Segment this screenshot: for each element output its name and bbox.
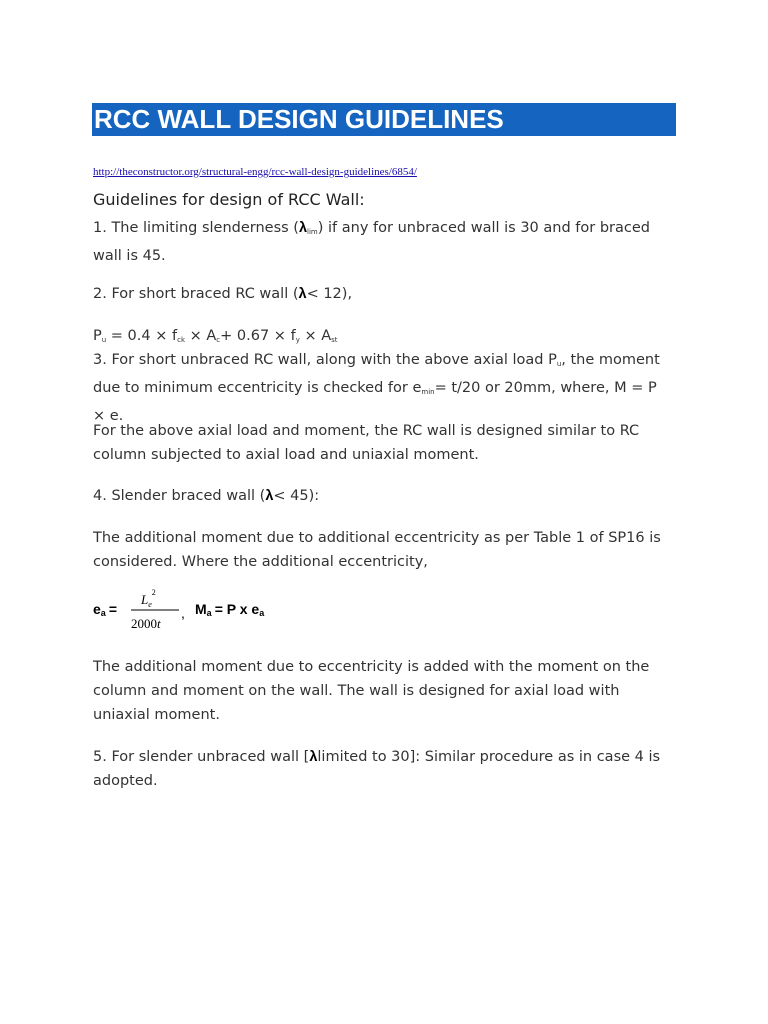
text: 1. The limiting slenderness ( <box>93 220 299 236</box>
paragraph-short-braced <box>93 282 673 306</box>
subscript: c <box>216 336 221 344</box>
text: = 0.4 × f <box>106 328 178 344</box>
formula-comma: , <box>181 605 185 621</box>
text: 4. Slender braced wall ( <box>93 488 266 504</box>
formula-ea: ea = <box>93 601 117 618</box>
paragraph-axial-moment: For the above axial load and moment, the RC wall is designed similar to RC column subjected to axial load and uniaxial moment. <box>93 423 640 463</box>
subscript: y <box>295 336 300 344</box>
title-banner <box>92 103 676 136</box>
source-link[interactable]: http://theconstructor.org/structural-engg/rcc-wall-design-guidelines/6854/ <box>93 166 417 178</box>
formula-numerator: $L_e^2$ <box>141 588 156 609</box>
text: limited to 30]: Similar procedure as in case 4 is adopted. <box>93 749 661 789</box>
subscript: st <box>331 336 338 344</box>
formula-denominator: 2000t <box>131 616 161 631</box>
text: 5. For slender unbraced wall [ <box>93 749 310 765</box>
paragraph-limiting-slenderness <box>93 216 673 268</box>
text: × A <box>299 328 332 344</box>
text: 3. For short unbraced RC wall, along with the above axial load P <box>93 352 557 368</box>
lambda-symbol: λ <box>265 488 274 504</box>
text: < 45): <box>273 488 320 504</box>
formula-ma: Ma = P x ea <box>195 601 265 618</box>
eccentricity-formula <box>93 586 293 636</box>
paragraph-additional-moment: The additional moment due to additional eccentricity as per Table 1 of SP16 is considered. Where the additional eccentricity, <box>93 530 661 570</box>
text: 2. For short braced RC wall ( <box>93 286 299 302</box>
subscript: min <box>421 388 435 396</box>
lambda-symbol: λ <box>298 286 307 302</box>
paragraph-short-unbraced <box>93 348 673 428</box>
lambda-symbol: λ <box>298 220 308 236</box>
lambda-symbol: λ <box>309 749 318 765</box>
text: < 12), <box>306 286 353 302</box>
page-title: RCC WALL DESIGN GUIDELINES <box>94 104 504 134</box>
section-heading: Guidelines for design of RCC Wall: <box>93 190 365 209</box>
text: , the moment due to minimum eccentricity is checked for e <box>93 352 660 396</box>
subscript: lim <box>307 228 318 236</box>
subscript: ck <box>177 336 185 344</box>
text: P <box>93 328 102 344</box>
paragraph-slender-braced <box>93 484 673 508</box>
text: ) if any for unbraced wall is 30 and for braced wall is 45. <box>93 220 650 264</box>
text: × A <box>185 328 217 344</box>
paragraph-slender-unbraced <box>93 745 673 793</box>
subscript: u <box>556 360 562 368</box>
paragraph-eccentricity-added: The additional moment due to eccentricity is added with the moment on the column and moment on the wall. The wall is designed for axial load with uniaxial moment. <box>93 659 650 723</box>
subscript: u <box>101 336 107 344</box>
text: + 0.67 × f <box>220 328 296 344</box>
text: = t/20 or 20mm, where, M = P × e. <box>93 380 657 424</box>
